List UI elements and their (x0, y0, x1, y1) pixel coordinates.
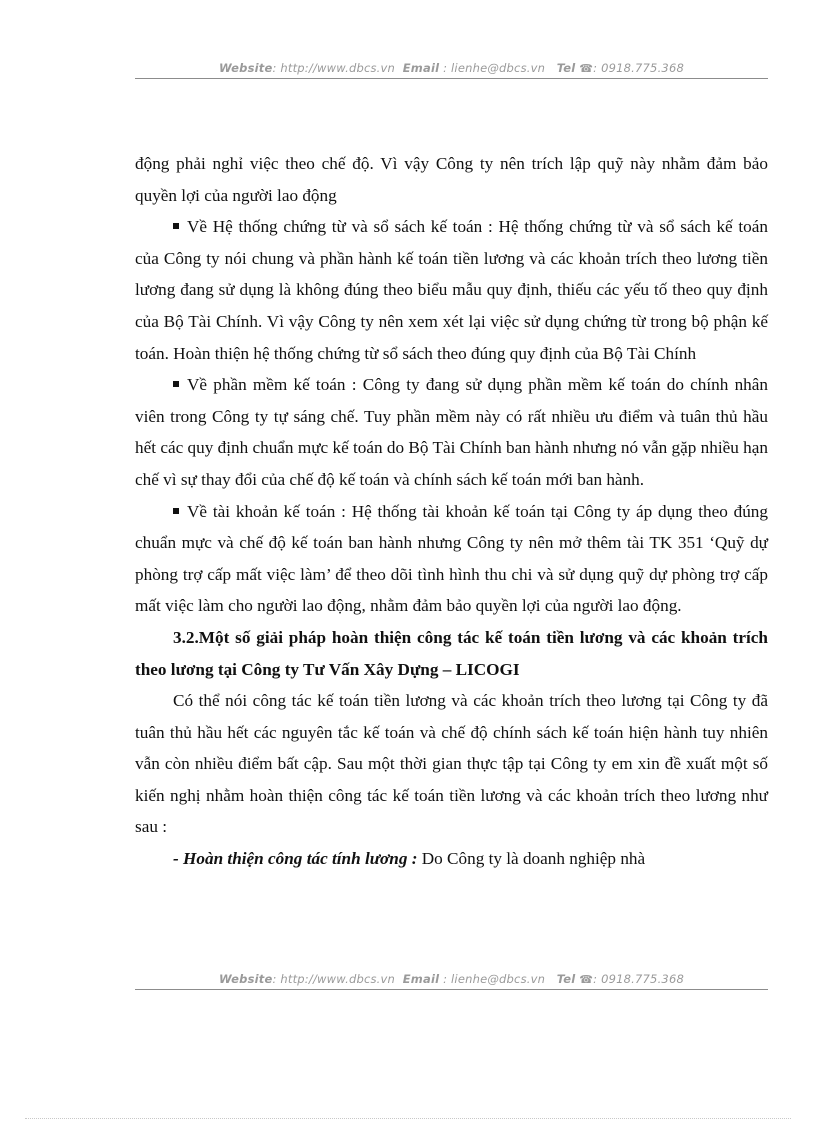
page-header (135, 61, 768, 75)
paragraph-intro: Có thể nói công tác kế toán tiền lương và các khoản trích theo lương tại Công ty đã tuân thủ hầu hết các nguyên tắc kế toán và chế độ chính sách kế toán hiện hành tuy nhiên vẫn còn nhiều điểm bất cập. Sau một thời gian thực tập tại Công ty em xin đề xuất một số kiến nghị nhằm hoàn thiện công tác kế toán tiền lương và các khoản trích theo lương như sau : (135, 691, 768, 837)
salary-text: Do Công ty là doanh nghiệp nhà (417, 849, 646, 869)
footer-website-label: Website (219, 972, 273, 986)
salary-lead: - Hoàn thiện công tác tính lương : (173, 849, 418, 869)
bullet-text-accounts: Về tài khoản kế toán : Hệ thống tài khoản kế toán tại Công ty áp dụng theo đúng chuẩn mực và chế độ kế toán ban hành nhưng Công ty nên mở thêm tài TK 351 ‘Quỹ dự phòng trợ cấp mất việc làm’ để theo dõi tình hình thu chi và sử dụng quỹ dự phòng trợ cấp mất việc làm cho người lao động, nhằm đảm bảo quyền lợi của người lao động. (135, 501, 768, 616)
header-website-value: : http://www.dbcs.vn (272, 61, 396, 75)
bullet-paragraph-accounts (135, 496, 768, 622)
paragraph-salary (135, 843, 768, 875)
bullet-square-icon (173, 508, 179, 514)
header-website-label: Website (219, 61, 273, 75)
page-bottom-dotted-rule (25, 1118, 791, 1119)
bullet-square-icon (173, 381, 179, 387)
bullet-text-documents: Về Hệ thống chứng từ và sổ sách kế toán : Hệ thống chứng từ và sổ sách kế toán của Công ty nói chung và phần hành kế toán tiền lương và các khoản trích theo lương tiền lương đang sử dụng là không đúng theo biểu mẫu quy định, thiếu các yếu tố theo quy định của Bộ Tài Chính. Vì vậy Công ty nên xem xét lại việc sử dụng chứng từ trong bộ phận kế toán. Hoàn thiện hệ thống chứng từ sổ sách theo đúng quy định của Bộ Tài Chính (135, 217, 768, 363)
footer-tel-label: Tel (556, 972, 576, 986)
bullet-text-software: Về phần mềm kế toán : Công ty đang sử dụng phần mềm kế toán do chính nhân viên trong Công ty tự sáng chế. Tuy phần mềm này có rất nhiều ưu điểm và tuân thủ hầu hết các quy định chuẩn mực kế toán do Bộ Tài Chính ban hành nhưng nó vẫn gặp nhiều hạn chế vì sự thay đổi của chế độ kế toán và chính sách kế toán mới ban hành. (135, 375, 768, 489)
bullet-paragraph-documents (135, 211, 768, 369)
header-rule (135, 78, 768, 79)
page-content (135, 148, 768, 875)
footer-email-value: : lienhe@dbcs.vn (443, 972, 546, 986)
footer-rule (135, 989, 768, 990)
header-tel-value: : 0918.775.368 (593, 61, 684, 75)
paragraph-continuation: động phải nghỉ việc theo chế độ. Vì vậy Công ty nên trích lập quỹ này nhằm đảm bảo quyền lợi của người lao động (135, 154, 768, 205)
phone-icon: ☎ (579, 973, 594, 986)
section-heading: 3.2.Một số giải pháp hoàn thiện công tác kế toán tiền lương và các khoản trích theo lương tại Công ty Tư Vấn Xây Dựng – LICOGI (135, 627, 768, 679)
footer-tel-value: : 0918.775.368 (593, 972, 684, 986)
header-email-label: Email (402, 61, 440, 75)
footer-website-value: : http://www.dbcs.vn (272, 972, 396, 986)
bullet-paragraph-software (135, 369, 768, 495)
page-footer (135, 972, 768, 986)
footer-email-label: Email (402, 972, 440, 986)
header-tel-label: Tel (556, 61, 576, 75)
header-email-value: : lienhe@dbcs.vn (443, 61, 546, 75)
phone-icon: ☎ (579, 62, 594, 75)
bullet-square-icon (173, 223, 179, 229)
